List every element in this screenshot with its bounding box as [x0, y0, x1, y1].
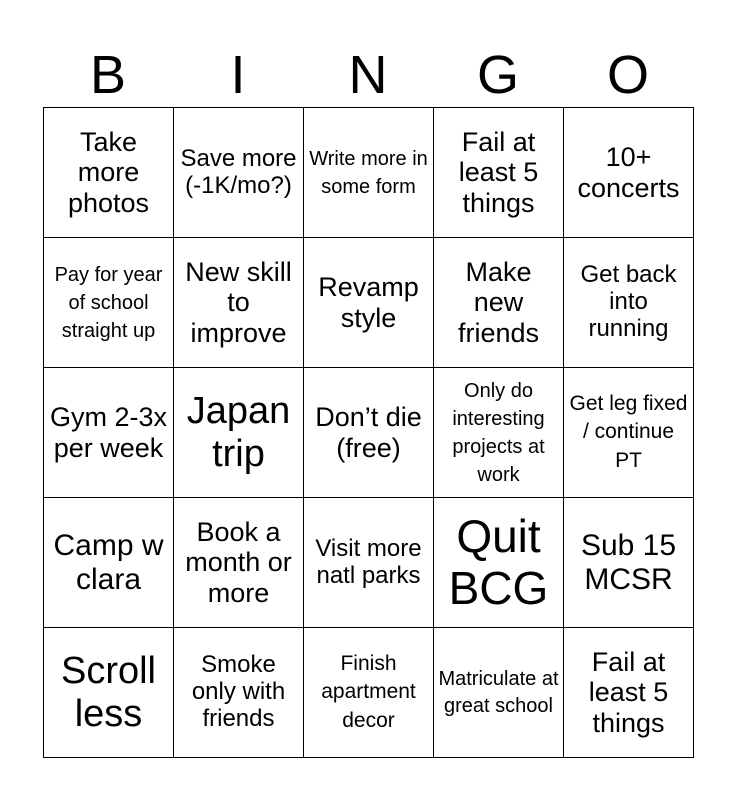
- bingo-header: [43, 44, 693, 106]
- bingo-cell[interactable]: [563, 107, 694, 238]
- cell-text: Scroll less: [60, 649, 157, 735]
- bingo-cell[interactable]: [173, 237, 304, 368]
- bingo-cell[interactable]: [303, 367, 434, 498]
- bingo-cell[interactable]: [563, 237, 694, 368]
- bingo-board: [43, 107, 693, 757]
- header-letter-b: B: [89, 45, 127, 105]
- cell-text: Camp w clara: [53, 528, 164, 596]
- header-letter-n: N: [348, 45, 388, 105]
- cell-text: Smoke only with friends: [191, 651, 286, 732]
- cell-text: Pay for year of school straight up: [54, 263, 163, 342]
- bingo-cell[interactable]: [433, 237, 564, 368]
- bingo-cell[interactable]: [173, 107, 304, 238]
- bingo-cell[interactable]: [303, 497, 434, 628]
- bingo-cell[interactable]: [433, 627, 564, 758]
- cell-text: Revamp style: [318, 272, 419, 333]
- cell-text: Fail at least 5 things: [458, 127, 539, 218]
- bingo-cell[interactable]: [303, 627, 434, 758]
- bingo-cell[interactable]: [563, 627, 694, 758]
- cell-text: Gym 2-3x per week: [49, 402, 168, 463]
- bingo-cell[interactable]: [563, 367, 694, 498]
- bingo-cell[interactable]: [43, 367, 174, 498]
- bingo-cell[interactable]: [173, 627, 304, 758]
- cell-text: Get back into running: [580, 261, 677, 342]
- bingo-cell[interactable]: [433, 107, 564, 238]
- cell-text: Visit more natl parks: [315, 534, 422, 589]
- cell-text: Take more photos: [67, 127, 150, 218]
- bingo-cell[interactable]: [173, 367, 304, 498]
- bingo-cell[interactable]: [433, 367, 564, 498]
- cell-text: 10+ concerts: [577, 142, 680, 203]
- header-letter-i: I: [230, 45, 246, 105]
- cell-text: Finish apartment decor: [321, 651, 416, 732]
- cell-text: Only do interesting projects at work: [452, 379, 545, 486]
- cell-text: Quit BCG: [448, 509, 549, 614]
- cell-text: Save more (-1K/mo?): [180, 144, 297, 199]
- header-letter-g: G: [476, 45, 519, 105]
- bingo-cell[interactable]: [43, 107, 174, 238]
- cell-text: Get leg fixed / continue PT: [569, 391, 688, 472]
- cell-text: Make new friends: [457, 257, 540, 348]
- bingo-cell[interactable]: [303, 237, 434, 368]
- bingo-cell[interactable]: [43, 497, 174, 628]
- cell-text: Don’t die (free): [315, 402, 422, 463]
- cell-text: Write more in some form: [309, 147, 428, 198]
- cell-text: Book a month or more: [185, 517, 292, 608]
- cell-text: Matriculate at great school: [438, 667, 559, 717]
- header-letter-o: O: [606, 45, 649, 105]
- bingo-cell[interactable]: [43, 237, 174, 368]
- cell-text: Fail at least 5 things: [588, 647, 669, 738]
- bingo-cell[interactable]: [43, 627, 174, 758]
- cell-text: New skill to improve: [185, 257, 292, 348]
- cell-text: Sub 15 MCSR: [580, 528, 677, 596]
- bingo-cell[interactable]: [303, 107, 434, 238]
- cell-text: Japan trip: [186, 389, 291, 475]
- bingo-cell[interactable]: [563, 497, 694, 628]
- bingo-cell[interactable]: [433, 497, 564, 628]
- bingo-cell[interactable]: [173, 497, 304, 628]
